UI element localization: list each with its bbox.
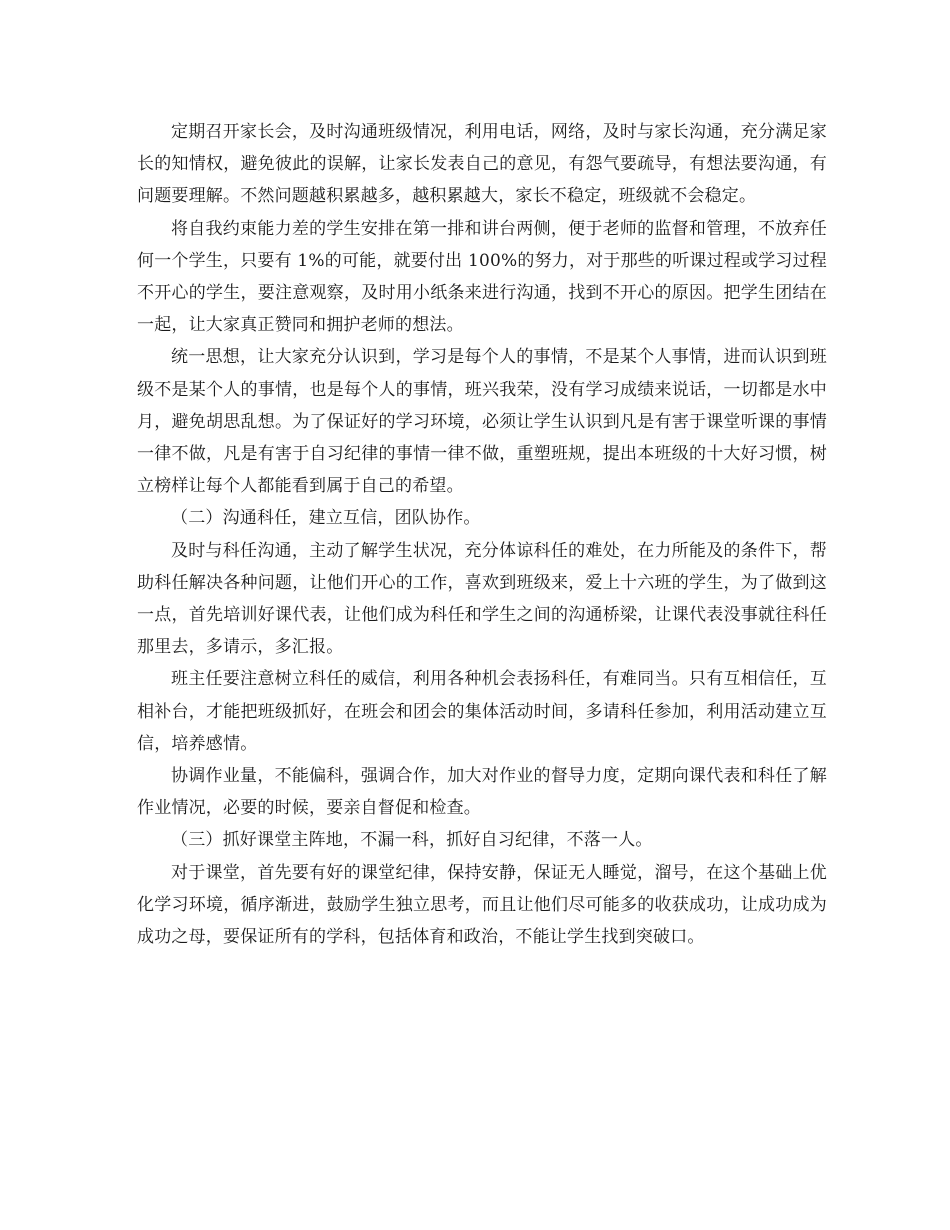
paragraph-teacher-authority: 班主任要注意树立科任的威信，利用各种机会表扬科任，有难同当。只有互相信任，互相补台，才能把班级抓好，在班会和团会的集体活动时间，多请科任参加，利用活动建立互信，培养感情。 [137,669,827,754]
paragraph-parent-meetings: 定期召开家长会，及时沟通班级情况，利用电话，网络，及时与家长沟通，充分满足家长的知情权，避免彼此的误解，让家长发表自己的意见，有怨气要疏导，有想法要沟通，有问题要理解。不然问题越积累越多，越积累越大，家长不稳定，班级就不会稳定。 [137,122,827,207]
section-heading-2: （二）沟通科任，建立互信，团队协作。 [171,508,481,529]
paragraph-unify-thinking: 统一思想，让大家充分认识到，学习是每个人的事情，不是某个人事情，进而认识到班级不是某个人的事情，也是每个人的事情，班兴我荣，没有学习成绩来说话，一切都是水中月，避免胡思乱想。为了保证好的学习环境，必须让学生认识到凡是有害于课堂听课的事情一律不做，凡是有害于自习纪律的事情一律不做，重塑班规，提出本班级的十大好习惯，树立榜样让每个人都能看到属于自己的希望。 [137,347,827,497]
paragraph-communicate-teachers: 及时与科任沟通，主动了解学生状况，充分体谅科任的难处，在力所能及的条件下，帮助科任解决各种问题，让他们开心的工作，喜欢到班级来，爱上十六班的学生，为了做到这一点，首先培训好课代表，让他们成为科任和学生之间的沟通桥梁，让课代表没事就往科任那里去，多请示，多汇报。 [137,540,827,658]
paragraph-classroom-discipline: 对于课堂，首先要有好的课堂纪律，保持安静，保证无人睡觉，溜号，在这个基础上优化学习环境，循序渐进，鼓励学生独立思考，而且让他们尽可能多的收获成功，让成功成为成功之母，要保证所有的学科，包括体育和政治，不能让学生找到突破口。 [137,862,827,948]
section-heading-3: （三）抓好课堂主阵地，不漏一科，抓好自习纪律，不落一人。 [171,830,653,851]
paragraph-homework-coordination: 协调作业量，不能偏科，强调合作，加大对作业的督导力度，定期向课代表和科任了解作业情况，必要的时候，要亲自督促和检查。 [137,766,827,819]
document-body [137,116,827,953]
paragraph-seating-arrangement: 将自我约束能力差的学生安排在第一排和讲台两侧，便于老师的监督和管理，不放弃任何一个学生，只要有 1%的可能，就要付出 100%的努力，对于那些的听课过程或学习过程不开心的学生，要注意观察，及时用小纸条来进行沟通，找到不开心的原因。把学生团结在一起，让大家真正赞同和拥护老师的想法。 [137,218,827,336]
